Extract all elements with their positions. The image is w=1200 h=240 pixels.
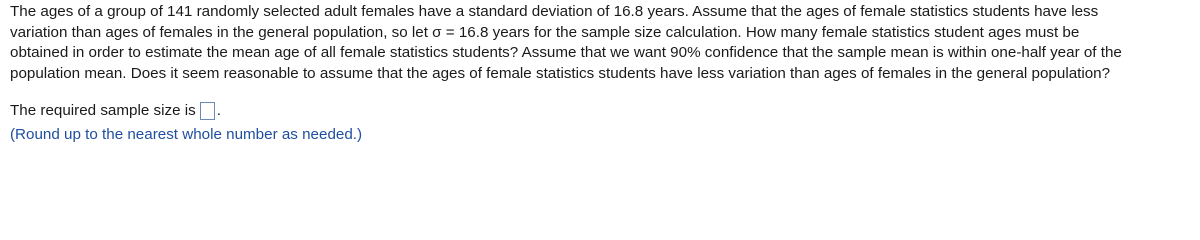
question-line: obtained in order to estimate the mean age of all female statistics students? Assume that we want 90% confidence that the sample mean is within one-half year of the bbox=[10, 44, 1122, 61]
rounding-hint: (Round up to the nearest whole number as needed.) bbox=[10, 126, 363, 143]
answer-row bbox=[10, 100, 221, 122]
question-line: The ages of a group of 141 randomly selected adult females have a standard deviation of 16.8 years. Assume that the ages of female statistics students have less bbox=[10, 3, 1099, 20]
question-text bbox=[10, 2, 1190, 84]
sample-size-input[interactable] bbox=[200, 102, 215, 120]
question-line: population mean. Does it seem reasonable to assume that the ages of female statistics students have less variation than ages of females in the general population? bbox=[10, 64, 1111, 82]
question-line: variation than ages of females in the general population, so let σ = 16.8 years for the sample size calculation. How many female statistics student ages must be bbox=[10, 23, 1080, 41]
answer-suffix: . bbox=[216, 102, 221, 119]
answer-prompt: The required sample size is bbox=[10, 102, 196, 119]
